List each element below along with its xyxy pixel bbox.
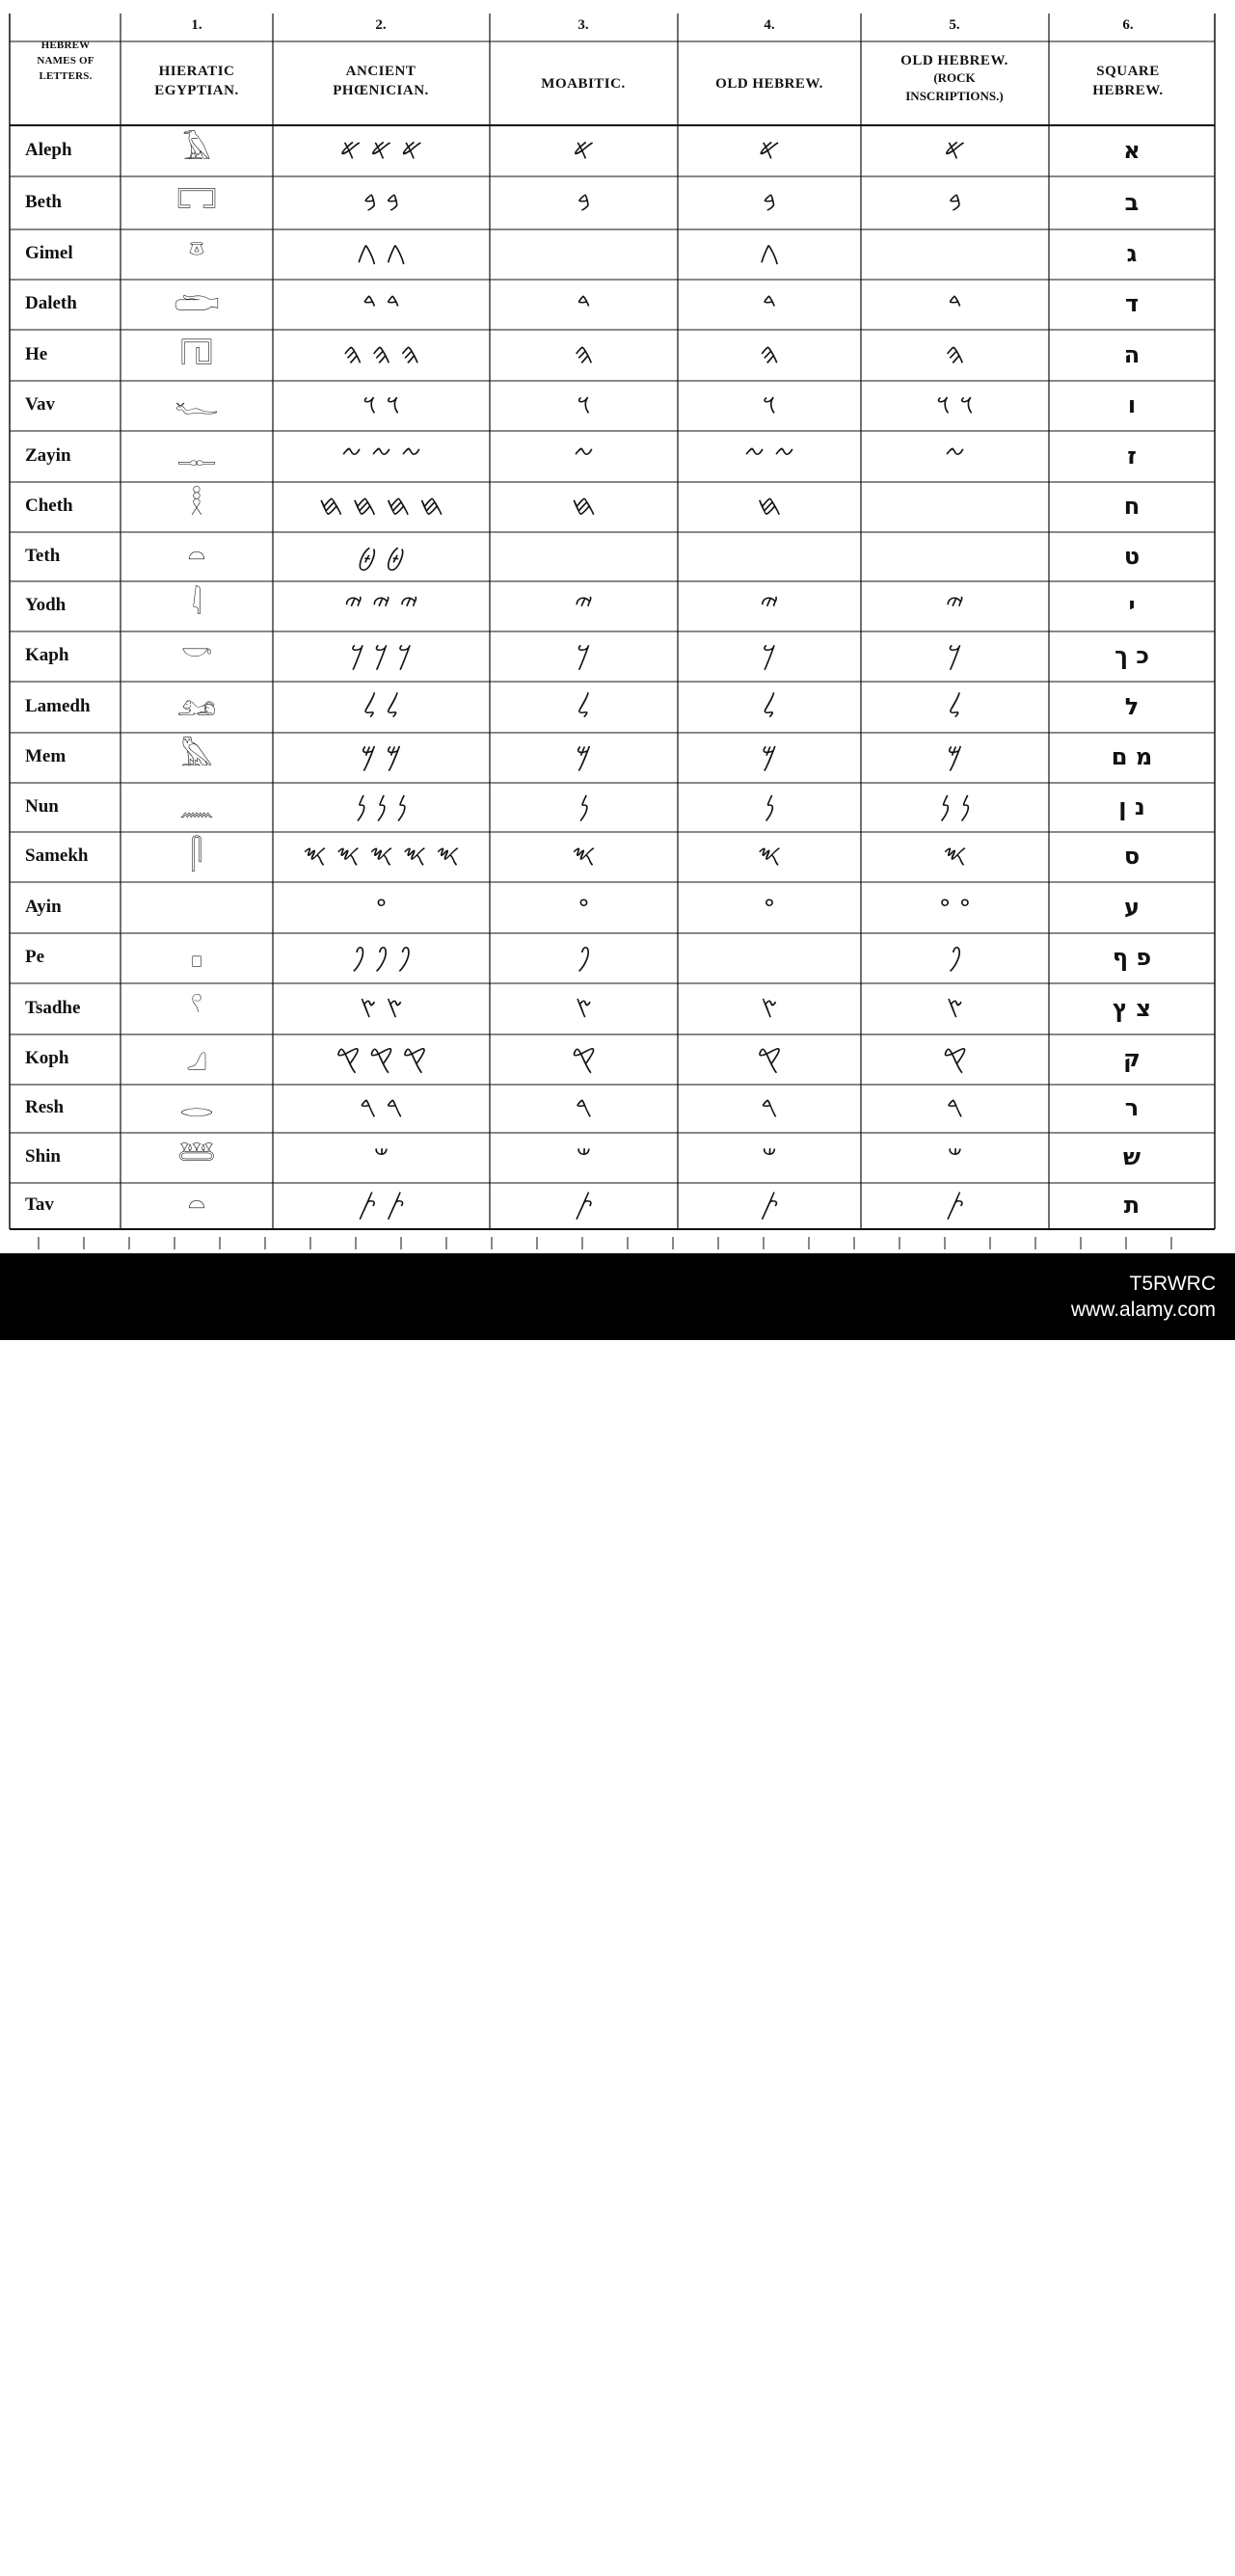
letter-glyph: ר bbox=[1124, 1094, 1140, 1121]
letter-glyph: 𓎡 bbox=[180, 638, 213, 672]
letter-glyph: 𐤋 bbox=[762, 688, 777, 723]
letter-glyph: 𐤄 bbox=[574, 336, 594, 371]
letter-glyph: 𓏏 bbox=[187, 538, 206, 573]
letter-glyph: 𐤄 bbox=[945, 336, 965, 371]
letter-glyph: 𐤁 bbox=[577, 184, 591, 219]
letter-glyph: 𐤆 𐤆 bbox=[743, 438, 795, 472]
letter-glyph: 𐤔 bbox=[576, 1140, 592, 1173]
letter-glyph: 𐤓 bbox=[575, 1090, 593, 1124]
names-header-line: HEBREW bbox=[40, 40, 91, 51]
letter-glyph: 𐤓 bbox=[946, 1090, 964, 1124]
column-title-line: EGYPTIAN. bbox=[154, 83, 239, 98]
letter-glyph: 𐤀 𐤀 𐤀 bbox=[339, 132, 423, 167]
letter-glyph: 𐤒 bbox=[757, 1041, 782, 1075]
letter-glyph: 𐤀 bbox=[573, 132, 595, 167]
letter-glyph: 𓆑 bbox=[175, 388, 219, 421]
letter-name: Teth bbox=[25, 545, 61, 566]
watermark-bar bbox=[0, 1253, 1235, 2574]
letter-name: Shin bbox=[25, 1146, 61, 1167]
letter-glyph: ח bbox=[1123, 493, 1141, 520]
column-title-line: HEBREW. bbox=[1092, 83, 1164, 98]
letter-glyph: 𐤉 bbox=[945, 588, 965, 622]
letter-glyph: 𓎛 bbox=[190, 489, 203, 523]
letter-glyph: 𓆷 bbox=[177, 1140, 216, 1173]
letter-glyph: 𐤓 bbox=[761, 1090, 778, 1124]
letter-glyph: 𐤒 bbox=[943, 1041, 967, 1075]
letter-name: Yodh bbox=[25, 595, 67, 615]
letter-glyph: 𓄿 bbox=[182, 132, 211, 167]
letter-glyph: 𓉔 bbox=[180, 336, 213, 371]
letter-glyph: 𐤎 bbox=[943, 839, 967, 872]
letter-glyph: ל bbox=[1124, 692, 1140, 720]
letter-glyph: 𐤇 bbox=[757, 489, 782, 523]
svg-text:alamy: alamy bbox=[17, 2518, 160, 2574]
letter-glyph: 𓂧 bbox=[174, 286, 220, 320]
letter-name: Tsadhe bbox=[25, 997, 81, 1018]
letter-glyph: 𐤊 bbox=[577, 638, 591, 672]
letter-glyph: כ ך bbox=[1114, 642, 1149, 669]
letter-glyph: 𐤅 bbox=[577, 388, 591, 421]
letter-name: Ayin bbox=[25, 896, 62, 917]
letter-glyph: 𓋴 bbox=[190, 839, 203, 872]
letter-name: Tav bbox=[25, 1194, 54, 1215]
letter-glyph: 𐤅 bbox=[762, 388, 777, 421]
letter-glyph: 𐤍 𐤍 𐤍 bbox=[355, 789, 408, 823]
watermark-url: www.alamy.com bbox=[1070, 1299, 1216, 1321]
letter-glyph: 𓊪 bbox=[190, 940, 203, 974]
letter-name: Pe bbox=[25, 947, 45, 967]
letter-name: Gimel bbox=[25, 243, 73, 263]
names-header-line: LETTERS. bbox=[39, 70, 93, 82]
letter-glyph: ז bbox=[1127, 442, 1137, 470]
watermark-image-id: T5RWRC bbox=[1129, 1273, 1216, 1295]
letter-glyph: 𓃭 bbox=[176, 688, 217, 723]
letter-glyph: 𐤌 bbox=[576, 739, 592, 773]
letter-glyph: 𓎼 bbox=[188, 236, 205, 270]
letter-glyph: 𐤏 bbox=[577, 889, 590, 924]
letter-glyph: 𐤆 bbox=[573, 438, 595, 472]
letter-glyph: 𐤓 𐤓 bbox=[359, 1090, 404, 1124]
column-number: 1. bbox=[191, 17, 202, 33]
letter-glyph: ע bbox=[1124, 893, 1140, 921]
letter-glyph: 𐤑 bbox=[946, 990, 964, 1025]
letter-glyph: 𐤒 𐤒 𐤒 bbox=[336, 1041, 427, 1075]
letter-glyph: 𐤇 𐤇 𐤇 𐤇 bbox=[318, 489, 444, 523]
letter-glyph: 𐤋 bbox=[577, 688, 591, 723]
letter-glyph: 𐤎 bbox=[757, 839, 782, 872]
letter-glyph: 𐤍 bbox=[577, 789, 590, 823]
letter-glyph: 𓂋 bbox=[179, 1090, 214, 1124]
letter-glyph: 𐤅 𐤅 bbox=[936, 388, 974, 421]
letter-glyph: 𐤐 bbox=[577, 940, 591, 974]
letter-glyph: 𐤀 bbox=[758, 132, 781, 167]
letter-glyph: י bbox=[1128, 592, 1136, 619]
column-title-line: SQUARE bbox=[1096, 64, 1160, 79]
column-title-line: ANCIENT bbox=[345, 64, 416, 79]
letter-glyph: 𐤍 𐤍 bbox=[939, 789, 971, 823]
letter-glyph: נ ן bbox=[1118, 792, 1145, 820]
column-title-line: OLD HEBREW. bbox=[900, 53, 1008, 68]
letter-glyph: צ ץ bbox=[1113, 994, 1151, 1022]
letter-glyph: 𐤌 bbox=[947, 739, 963, 773]
letter-glyph: 𐤎 bbox=[572, 839, 596, 872]
letter-name: Zayin bbox=[25, 444, 71, 466]
letter-glyph: ט bbox=[1123, 542, 1141, 570]
letter-glyph: 𐤅 𐤅 bbox=[362, 388, 400, 421]
letter-name: He bbox=[25, 343, 48, 364]
letter-glyph: 𓊃 bbox=[176, 438, 217, 472]
letter-name: Cheth bbox=[25, 496, 73, 516]
letter-glyph: 𐤕 bbox=[760, 1188, 779, 1221]
letter-glyph: 𐤄 bbox=[759, 336, 780, 371]
letter-glyph: 𐤕 𐤕 bbox=[357, 1188, 406, 1221]
letter-name: Nun bbox=[25, 795, 59, 817]
column-number: 3. bbox=[577, 17, 589, 33]
letter-name: Koph bbox=[25, 1048, 69, 1068]
letter-name: Mem bbox=[25, 746, 67, 766]
letter-glyph: 𐤆 𐤆 𐤆 bbox=[340, 438, 422, 472]
letter-name: Resh bbox=[25, 1097, 65, 1117]
letter-name: Beth bbox=[25, 191, 62, 212]
letter-glyph: 𐤋 𐤋 bbox=[362, 688, 400, 723]
letter-glyph: 𐤉 bbox=[760, 588, 779, 622]
names-header-line: NAMES OF bbox=[37, 55, 94, 67]
letter-glyph: 𐤋 bbox=[948, 688, 962, 723]
letter-glyph: א bbox=[1123, 136, 1141, 164]
letter-glyph: 𐤒 bbox=[572, 1041, 596, 1075]
alphabet-table bbox=[0, 0, 1235, 1253]
letter-glyph: 𐤍 bbox=[764, 789, 775, 823]
letter-glyph: פ ף bbox=[1112, 944, 1152, 971]
column-title-line: OLD HEBREW. bbox=[715, 76, 823, 92]
letter-name: Samekh bbox=[25, 845, 89, 866]
letter-glyph: 𐤔 bbox=[762, 1140, 777, 1173]
letter-glyph: 𐤇 bbox=[571, 489, 597, 523]
letter-glyph: 𐤉 bbox=[574, 588, 594, 622]
column-title-line: (ROCK bbox=[933, 70, 976, 85]
letter-glyph: מ ם bbox=[1111, 743, 1153, 770]
letter-glyph: 𐤐 𐤐 𐤐 bbox=[351, 940, 412, 974]
column-number: 5. bbox=[949, 17, 960, 33]
letter-glyph: 𐤔 bbox=[373, 1140, 389, 1173]
letter-glyph: ש bbox=[1122, 1143, 1141, 1170]
letter-glyph: 𐤊 bbox=[948, 638, 962, 672]
letter-glyph: 𐤃 bbox=[577, 286, 591, 320]
letter-glyph: 𐤁 𐤁 bbox=[362, 184, 400, 219]
letter-glyph: 𐤃 bbox=[948, 286, 962, 320]
letter-glyph: 𐤂 𐤂 bbox=[356, 236, 407, 270]
letter-glyph: 𐤁 bbox=[763, 184, 776, 219]
column-number: 2. bbox=[375, 17, 387, 33]
letter-glyph: 𐤀 bbox=[944, 132, 966, 167]
letter-glyph: 𐤉 𐤉 𐤉 bbox=[344, 588, 418, 622]
letter-glyph: 𐤃 bbox=[762, 286, 777, 320]
letter-glyph: 𐤏 𐤏 bbox=[939, 889, 971, 924]
letter-glyph: 𓅓 bbox=[180, 739, 213, 773]
letter-glyph: 𐤏 bbox=[375, 889, 388, 924]
letter-glyph: ו bbox=[1127, 391, 1137, 418]
letter-glyph: 𐤂 bbox=[759, 236, 780, 270]
letter-glyph: ה bbox=[1123, 340, 1141, 368]
letter-glyph: ב bbox=[1124, 188, 1140, 216]
letter-glyph: 𐤎 𐤎 𐤎 𐤎 𐤎 bbox=[303, 839, 460, 872]
column-title-line: HIERATIC bbox=[158, 64, 235, 79]
letter-name: Vav bbox=[25, 394, 55, 415]
letter-glyph: ק bbox=[1123, 1045, 1141, 1072]
letter-name: Lamedh bbox=[25, 695, 91, 716]
letter-glyph: 𓈖 bbox=[179, 789, 214, 823]
letter-glyph: 𐤑 𐤑 bbox=[360, 990, 403, 1025]
letter-glyph: 𐤑 bbox=[761, 990, 778, 1025]
letter-glyph: 𓈎 bbox=[186, 1041, 207, 1075]
letter-glyph: 𐤐 bbox=[948, 940, 962, 974]
letter-glyph: 𓇋 bbox=[191, 588, 202, 622]
letter-glyph: 𐤃 𐤃 bbox=[362, 286, 401, 320]
letter-glyph: ת bbox=[1123, 1192, 1141, 1219]
letter-glyph: 𓉐 bbox=[176, 184, 217, 219]
letter-glyph: 𐤑 bbox=[575, 990, 593, 1025]
letter-glyph: 𐤕 bbox=[945, 1188, 965, 1221]
letter-name: Kaph bbox=[25, 645, 69, 665]
letter-glyph: 𐤔 bbox=[947, 1140, 963, 1173]
letter-glyph: 𐤌 𐤌 bbox=[361, 739, 402, 773]
letter-glyph: 𐤕 bbox=[574, 1188, 594, 1221]
letter-glyph: 𓍢 bbox=[190, 990, 203, 1025]
column-title-line: MOABITIC. bbox=[541, 76, 626, 92]
letter-glyph: 𐤏 bbox=[764, 889, 775, 924]
column-number: 6. bbox=[1122, 17, 1134, 33]
letter-glyph: 𐤈 𐤈 bbox=[357, 538, 406, 573]
alamy-logo bbox=[17, 2518, 229, 2576]
letter-glyph: 𐤌 bbox=[761, 739, 778, 773]
letter-glyph: 𐤆 bbox=[944, 438, 966, 472]
letter-glyph: 𐤊 𐤊 𐤊 bbox=[350, 638, 413, 672]
letter-glyph: 𐤄 𐤄 𐤄 bbox=[342, 336, 420, 371]
letter-glyph: 𓏏 bbox=[187, 1188, 206, 1221]
letter-name: Aleph bbox=[25, 139, 72, 160]
column-title-line: PHŒNICIAN. bbox=[333, 83, 429, 98]
column-title-line: INSCRIPTIONS.) bbox=[905, 89, 1004, 103]
letter-glyph: 𐤊 bbox=[762, 638, 777, 672]
letter-name: Daleth bbox=[25, 293, 77, 313]
letter-glyph: ג bbox=[1126, 240, 1138, 267]
letter-glyph: 𐤁 bbox=[948, 184, 962, 219]
column-number: 4. bbox=[764, 17, 775, 33]
letter-glyph: ס bbox=[1123, 843, 1141, 870]
letter-glyph: ד bbox=[1124, 290, 1140, 317]
